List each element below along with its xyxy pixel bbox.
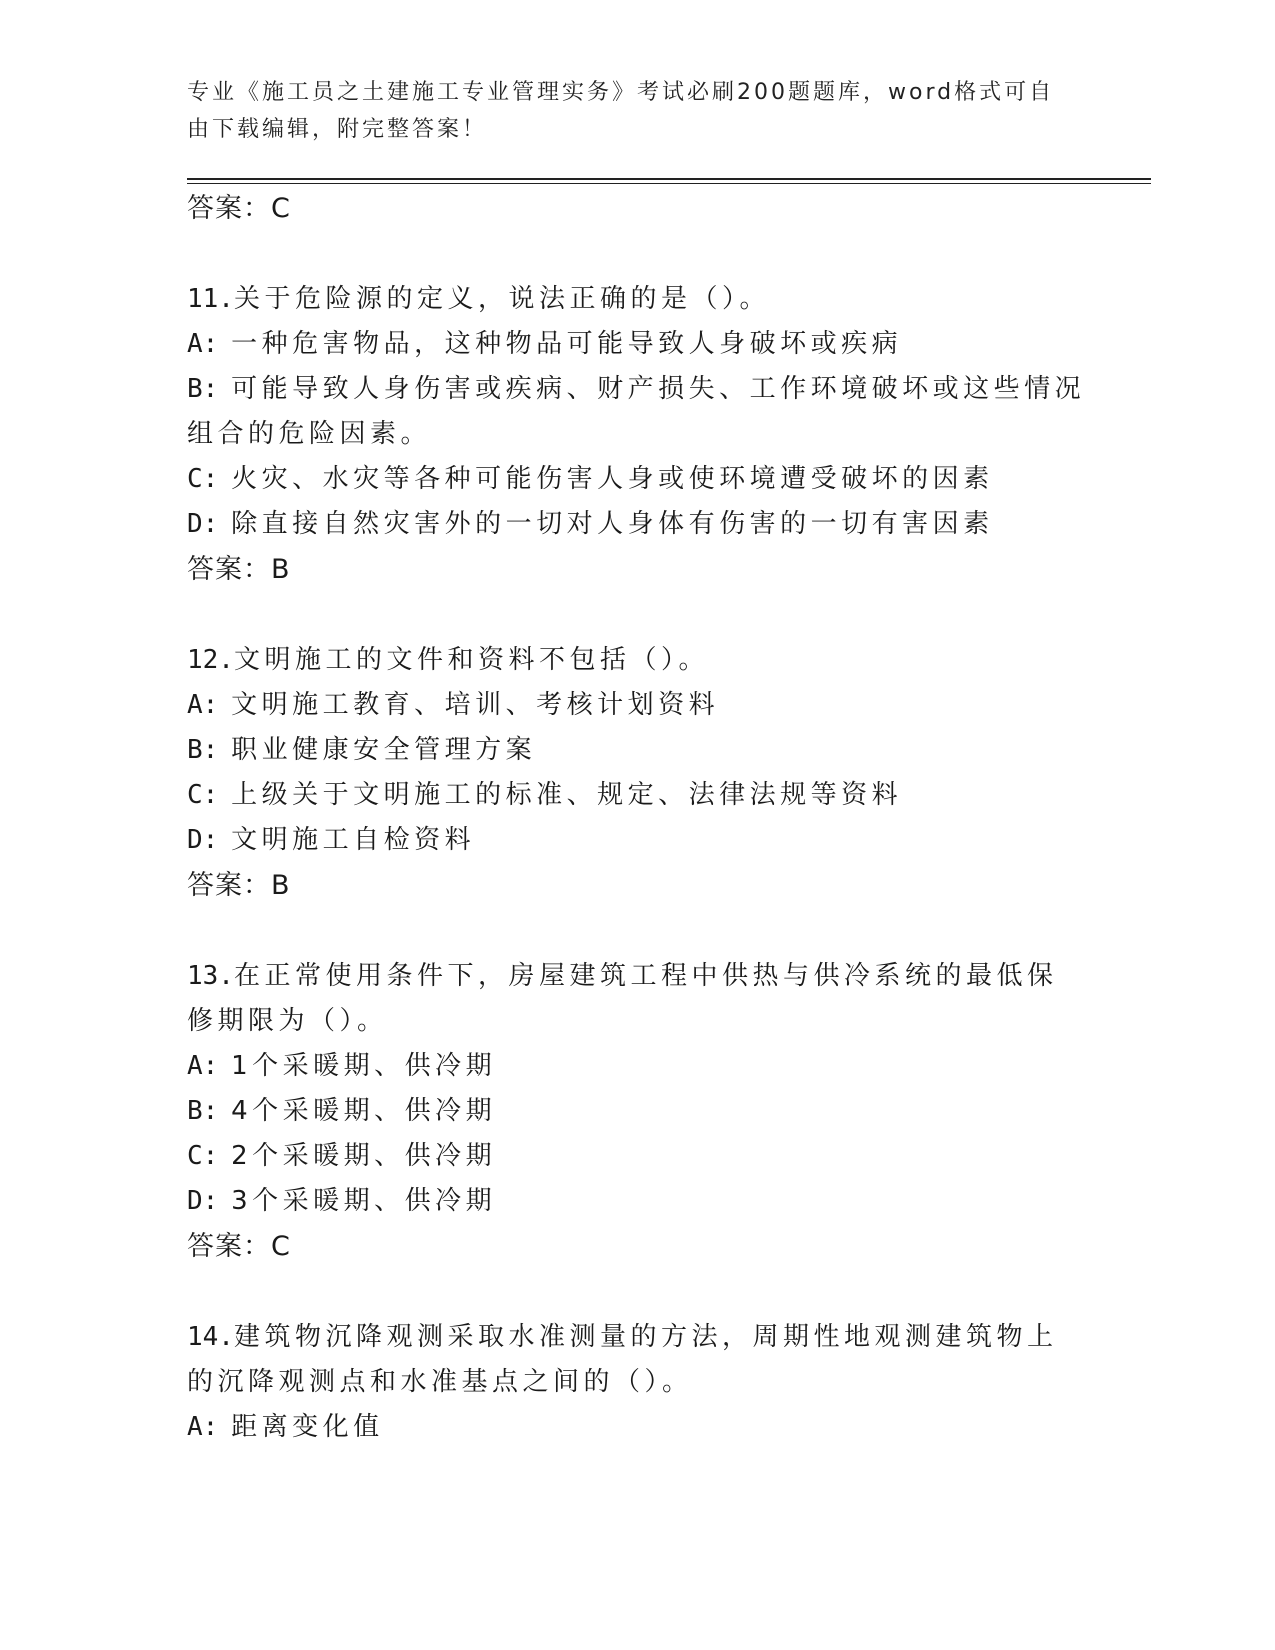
option-letter: A: [187,329,219,359]
document-body [187,186,1087,1450]
header-rule-thick [187,178,1151,180]
option-letter: C: [187,1141,219,1171]
option-letter: B: [187,1096,219,1126]
question-number: 12. [187,645,234,675]
question-number: 14. [187,1322,234,1352]
option-text: 火灾、水灾等各种可能伤害人身或使环境遭受破坏的因素 [231,464,994,494]
option-d [187,818,1087,863]
question-stem: 在正常使用条件下，房屋建筑工程中供热与供冷系统的最低保修期限为（）。 [187,961,1058,1036]
option-letter: D: [187,825,219,855]
option-letter: D: [187,1186,219,1216]
option-text: 距离变化值 [231,1412,384,1442]
option-b [187,367,1087,457]
option-b [187,728,1087,773]
option-text: 职业健康安全管理方案 [231,735,537,765]
question-stem: 建筑物沉降观测采取水准测量的方法，周期性地观测建筑物上的沉降观测点和水准基点之间的（）。 [187,1322,1058,1397]
answer-line: 答案：B [187,554,291,585]
option-a [187,683,1087,728]
option-text: 3个采暖期、供冷期 [231,1186,497,1216]
option-letter: B: [187,735,219,765]
option-text: 除直接自然灾害外的一切对人身体有伤害的一切有害因素 [231,509,994,539]
question-text [187,638,1087,683]
question-13 [187,954,1087,1270]
option-c [187,773,1087,818]
option-letter: B: [187,374,219,404]
question-stem: 关于危险源的定义，说法正确的是（）。 [233,284,770,314]
option-b [187,1089,1087,1134]
question-text [187,954,1087,1044]
answer-line: 答案：C [187,193,291,224]
question-number: 13. [187,961,234,991]
option-text: 可能导致人身伤害或疾病、财产损失、工作环境破坏或这些情况组合的危险因素。 [187,374,1086,449]
question-12 [187,638,1087,909]
option-text: 文明施工自检资料 [231,825,476,855]
question-stem: 文明施工的文件和资料不包括（）。 [233,645,709,675]
option-a [187,1405,1087,1450]
option-text: 一种危害物品，这种物品可能导致人身破坏或疾病 [231,329,903,359]
question-14 [187,1315,1087,1450]
question-text [187,277,1087,322]
question-text [187,1315,1087,1405]
option-letter: C: [187,780,219,810]
option-d [187,502,1087,547]
option-text: 上级关于文明施工的标准、规定、法律法规等资料 [231,780,903,810]
question-11 [187,277,1087,593]
option-a [187,322,1087,367]
option-letter: A: [187,690,219,720]
option-letter: A: [187,1412,219,1442]
option-letter: A: [187,1051,219,1081]
document-header: 专业《施工员之土建施工专业管理实务》考试必刷200题题库，word格式可自由下载编辑，附完整答案！ [187,80,1055,142]
option-c [187,1134,1087,1179]
question-number: 11. [187,284,234,314]
option-c [187,457,1087,502]
header-rule-thin [187,183,1151,184]
option-d [187,1179,1087,1224]
answer-line: 答案：C [187,1231,291,1262]
option-letter: D: [187,509,219,539]
option-text: 1个采暖期、供冷期 [231,1051,497,1081]
option-text: 文明施工教育、培训、考核计划资料 [231,690,720,720]
option-text: 2个采暖期、供冷期 [231,1141,497,1171]
option-text: 4个采暖期、供冷期 [231,1096,497,1126]
option-letter: C: [187,464,219,494]
option-a [187,1044,1087,1089]
answer-line: 答案：B [187,870,291,901]
